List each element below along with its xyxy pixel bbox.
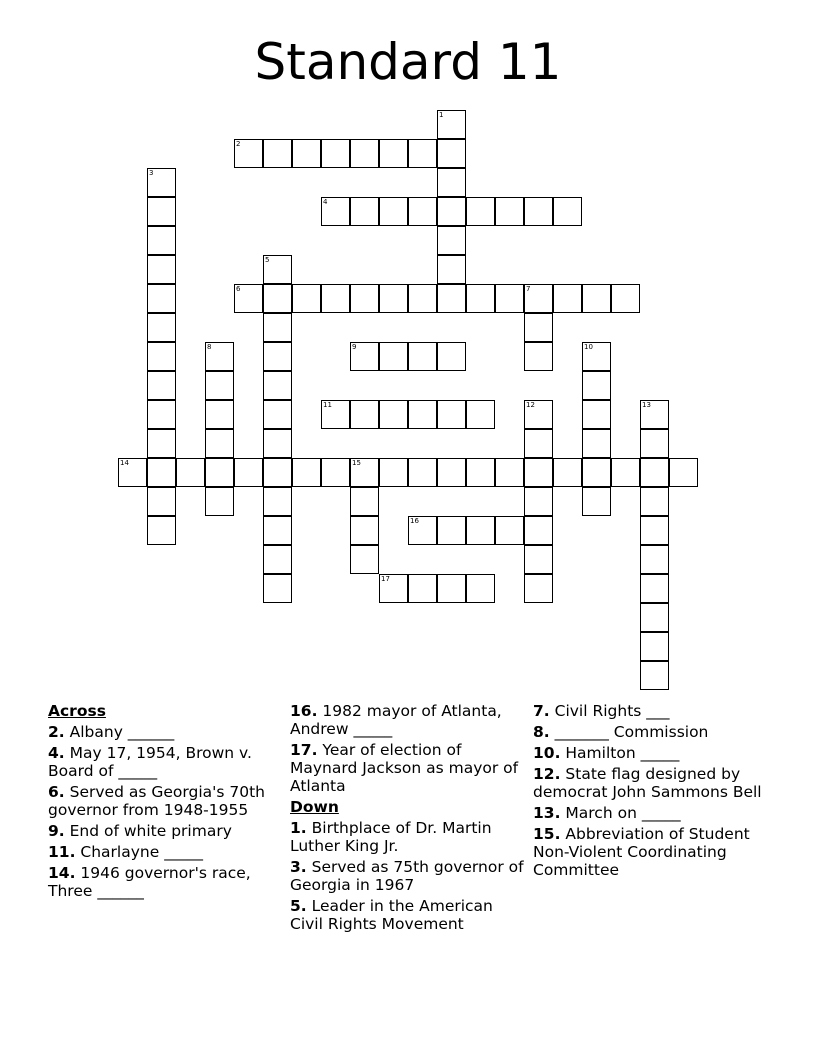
grid-cell[interactable]	[263, 574, 292, 603]
grid-cell[interactable]	[147, 487, 176, 516]
grid-cell[interactable]	[263, 516, 292, 545]
grid-cell[interactable]	[263, 313, 292, 342]
grid-cell[interactable]	[379, 197, 408, 226]
grid-cell[interactable]	[582, 284, 611, 313]
grid-cell[interactable]	[321, 197, 350, 226]
grid-cell[interactable]	[350, 487, 379, 516]
grid-cell[interactable]	[611, 458, 640, 487]
grid-cell[interactable]	[437, 574, 466, 603]
clue-across-17: 17. Year of election of Maynard Jackson as mayor of Atlanta	[290, 741, 519, 795]
grid-cell[interactable]	[263, 371, 292, 400]
grid-cell[interactable]	[553, 197, 582, 226]
grid-cell[interactable]	[524, 429, 553, 458]
cell-number: 6	[236, 285, 241, 293]
cell-number: 5	[265, 256, 270, 264]
grid-cell[interactable]	[524, 197, 553, 226]
grid-cell[interactable]	[350, 139, 379, 168]
grid-cell[interactable]	[437, 197, 466, 226]
grid-cell[interactable]	[263, 487, 292, 516]
clue-down-10: 10. Hamilton _____	[533, 744, 680, 762]
grid-cell[interactable]	[379, 284, 408, 313]
grid-cell[interactable]	[118, 458, 147, 487]
grid-cell[interactable]	[147, 516, 176, 545]
grid-cell[interactable]	[495, 516, 524, 545]
grid-cell[interactable]	[263, 400, 292, 429]
grid-cell[interactable]	[437, 139, 466, 168]
grid-cell[interactable]	[640, 574, 669, 603]
grid-cell[interactable]	[524, 284, 553, 313]
grid-cell[interactable]	[640, 632, 669, 661]
cell-number: 7	[526, 285, 531, 293]
grid-cell[interactable]	[205, 487, 234, 516]
grid-cell[interactable]	[640, 429, 669, 458]
grid-cell[interactable]	[495, 458, 524, 487]
grid-cell[interactable]	[437, 284, 466, 313]
grid-cell[interactable]	[553, 458, 582, 487]
grid-cell[interactable]	[321, 139, 350, 168]
grid-cell[interactable]	[263, 139, 292, 168]
grid-cell[interactable]	[263, 429, 292, 458]
grid-cell[interactable]	[611, 284, 640, 313]
clue-down-8: 8. _______ Commission	[533, 723, 709, 741]
grid-cell[interactable]	[292, 284, 321, 313]
grid-cell[interactable]	[466, 516, 495, 545]
grid-cell[interactable]	[292, 139, 321, 168]
grid-cell[interactable]	[669, 458, 698, 487]
clue-across-2: 2. Albany ______	[48, 723, 175, 741]
grid-cell[interactable]	[234, 139, 263, 168]
grid-cell[interactable]	[147, 226, 176, 255]
clue-across-16: 16. 1982 mayor of Atlanta, Andrew _____	[290, 702, 502, 738]
clue-across-4: 4. May 17, 1954, Brown v. Board of _____	[48, 744, 252, 780]
grid-cell[interactable]	[437, 342, 466, 371]
cell-number: 10	[584, 343, 593, 351]
grid-cell[interactable]	[263, 545, 292, 574]
cell-number: 13	[642, 401, 651, 409]
grid-cell[interactable]	[582, 487, 611, 516]
cell-number: 14	[120, 459, 129, 467]
across-header: Across	[48, 702, 106, 720]
cell-number: 16	[410, 517, 419, 525]
grid-cell[interactable]	[495, 284, 524, 313]
grid-cell[interactable]	[582, 342, 611, 371]
grid-cell[interactable]	[379, 139, 408, 168]
grid-cell[interactable]	[147, 371, 176, 400]
grid-cell[interactable]	[234, 284, 263, 313]
grid-cell[interactable]	[379, 574, 408, 603]
grid-cell[interactable]	[524, 574, 553, 603]
grid-cell[interactable]	[408, 400, 437, 429]
cell-number: 11	[323, 401, 332, 409]
grid-cell[interactable]	[147, 429, 176, 458]
grid-cell[interactable]	[466, 197, 495, 226]
grid-cell[interactable]	[495, 197, 524, 226]
grid-cell[interactable]	[147, 458, 176, 487]
grid-cell[interactable]	[408, 197, 437, 226]
grid-cell[interactable]	[350, 545, 379, 574]
grid-cell[interactable]	[263, 284, 292, 313]
grid-cell[interactable]	[582, 429, 611, 458]
grid-cell[interactable]	[350, 400, 379, 429]
grid-cell[interactable]	[524, 400, 553, 429]
clue-down-12: 12. State flag designed by democrat John Sammons Bell	[533, 765, 762, 801]
grid-cell[interactable]	[379, 342, 408, 371]
grid-cell[interactable]	[408, 458, 437, 487]
clue-down-7: 7. Civil Rights ___	[533, 702, 670, 720]
clue-across-11: 11. Charlayne _____	[48, 843, 203, 861]
grid-cell[interactable]	[437, 110, 466, 139]
cell-number: 4	[323, 198, 328, 206]
grid-cell[interactable]	[553, 284, 582, 313]
grid-cell[interactable]	[147, 284, 176, 313]
cell-number: 3	[149, 169, 154, 177]
grid-cell[interactable]	[147, 313, 176, 342]
clue-down-13: 13. March on _____	[533, 804, 681, 822]
grid-cell[interactable]	[437, 255, 466, 284]
clue-down-3: 3. Served as 75th governor of Georgia in 1967	[290, 858, 524, 894]
grid-cell[interactable]	[640, 400, 669, 429]
grid-cell[interactable]	[524, 342, 553, 371]
grid-cell[interactable]	[147, 255, 176, 284]
grid-cell[interactable]	[524, 545, 553, 574]
cell-number: 1	[439, 111, 444, 119]
clue-down-1: 1. Birthplace of Dr. Martin Luther King Jr.	[290, 819, 492, 855]
grid-cell[interactable]	[408, 342, 437, 371]
grid-cell[interactable]	[147, 400, 176, 429]
grid-cell[interactable]	[640, 458, 669, 487]
grid-cell[interactable]	[466, 284, 495, 313]
grid-cell[interactable]	[321, 284, 350, 313]
grid-cell[interactable]	[582, 458, 611, 487]
grid-cell[interactable]	[640, 516, 669, 545]
grid-cell[interactable]	[379, 400, 408, 429]
grid-cell[interactable]	[379, 458, 408, 487]
grid-cell[interactable]	[350, 342, 379, 371]
grid-cell[interactable]	[640, 545, 669, 574]
grid-cell[interactable]	[205, 458, 234, 487]
clue-across-9: 9. End of white primary	[48, 822, 232, 840]
down-header: Down	[290, 798, 339, 816]
grid-cell[interactable]	[176, 458, 205, 487]
clue-across-6: 6. Served as Georgia's 70th governor from 1948-1955	[48, 783, 266, 819]
clue-column-1	[48, 702, 273, 903]
grid-cell[interactable]	[582, 371, 611, 400]
cell-number: 8	[207, 343, 212, 351]
grid-cell[interactable]	[321, 458, 350, 487]
grid-cell[interactable]	[437, 168, 466, 197]
grid-cell[interactable]	[437, 400, 466, 429]
grid-cell[interactable]	[205, 400, 234, 429]
grid-cell[interactable]	[466, 574, 495, 603]
grid-cell[interactable]	[640, 603, 669, 632]
grid-cell[interactable]	[147, 168, 176, 197]
cell-number: 15	[352, 459, 361, 467]
grid-cell[interactable]	[292, 458, 321, 487]
grid-cell[interactable]	[466, 400, 495, 429]
clue-across-14: 14. 1946 governor's race, Three ______	[48, 864, 251, 900]
grid-cell[interactable]	[321, 400, 350, 429]
grid-cell[interactable]	[234, 458, 263, 487]
puzzle-title: Standard 11	[254, 33, 562, 91]
grid-cell[interactable]	[263, 342, 292, 371]
grid-cell[interactable]	[205, 371, 234, 400]
clue-down-5: 5. Leader in the American Civil Rights Movement	[290, 897, 493, 933]
grid-cell[interactable]	[408, 139, 437, 168]
grid-cell[interactable]	[524, 516, 553, 545]
cell-number: 17	[381, 575, 390, 583]
cell-number: 12	[526, 401, 535, 409]
grid-cell[interactable]	[582, 400, 611, 429]
grid-cell[interactable]	[437, 516, 466, 545]
clue-column-3	[533, 702, 773, 882]
cell-number: 9	[352, 343, 357, 351]
grid-cell[interactable]	[147, 342, 176, 371]
grid-cell[interactable]	[437, 458, 466, 487]
grid-cell[interactable]	[524, 458, 553, 487]
grid-cell[interactable]	[205, 342, 234, 371]
clue-down-15: 15. Abbreviation of Student Non-Violent Coordinating Committee	[533, 825, 750, 879]
clue-column-2	[290, 702, 530, 936]
grid-cell[interactable]	[466, 458, 495, 487]
grid-cell[interactable]	[524, 487, 553, 516]
grid-cell[interactable]	[524, 313, 553, 342]
grid-cell[interactable]	[437, 226, 466, 255]
grid-cell[interactable]	[205, 429, 234, 458]
grid-cell[interactable]	[640, 487, 669, 516]
grid-cell[interactable]	[408, 284, 437, 313]
cell-number: 2	[236, 140, 241, 148]
grid-cell[interactable]	[350, 458, 379, 487]
grid-cell[interactable]	[350, 284, 379, 313]
grid-cell[interactable]	[408, 516, 437, 545]
grid-cell[interactable]	[263, 255, 292, 284]
grid-cell[interactable]	[350, 197, 379, 226]
grid-cell[interactable]	[640, 661, 669, 690]
grid-cell[interactable]	[350, 516, 379, 545]
grid-cell[interactable]	[147, 197, 176, 226]
grid-cell[interactable]	[263, 458, 292, 487]
grid-cell[interactable]	[408, 574, 437, 603]
